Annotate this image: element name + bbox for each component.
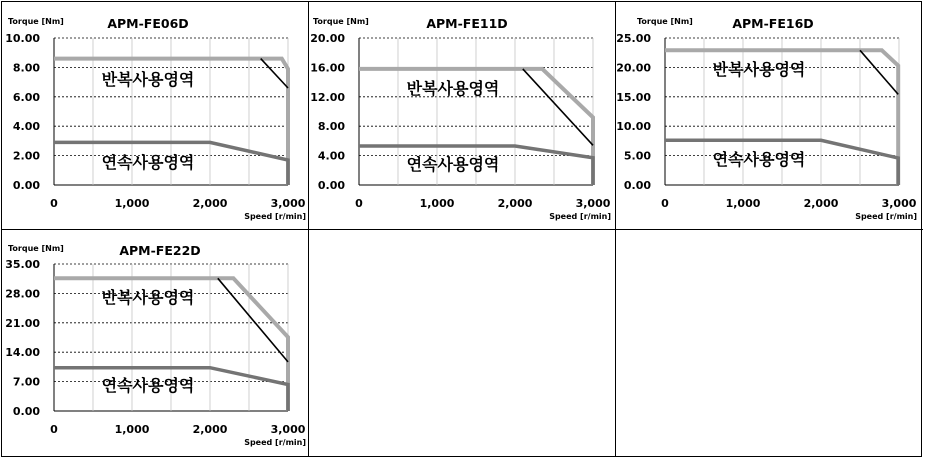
y-tick-label: 20.00 (616, 61, 651, 75)
x-tick-label: 0 (50, 423, 58, 436)
y-axis-label: Torque [Nm] (8, 244, 64, 253)
chart-title: APM-FE16D (732, 16, 814, 31)
y-tick-label: 10.00 (5, 32, 40, 45)
x-axis-label: Speed [r/min] (855, 212, 917, 221)
x-tick-label: 1,000 (114, 423, 150, 436)
chart-apm-fe06d (5, 16, 306, 221)
region-label-repeat: 반복사용영역 (101, 288, 195, 307)
region-label-repeat: 반복사용영역 (101, 70, 195, 89)
x-tick-label: 2,000 (192, 197, 228, 210)
y-tick-label: 0.00 (12, 405, 40, 418)
chart-title: APM-FE22D (119, 243, 201, 258)
y-tick-label: 15.00 (616, 90, 651, 104)
chart-apm-fe22d (5, 243, 306, 447)
x-tick-label: 2,000 (803, 197, 839, 210)
region-label-repeat: 반복사용영역 (712, 60, 806, 79)
y-tick-label: 8.00 (317, 120, 345, 134)
y-tick-label: 21.00 (5, 316, 40, 330)
series-repeat-limit (860, 50, 898, 94)
x-tick-label: 0 (355, 197, 363, 210)
y-tick-label: 12.00 (310, 90, 345, 104)
chart-title: APM-FE06D (107, 16, 189, 31)
x-tick-label: 2,000 (497, 197, 533, 210)
y-tick-label: 25.00 (616, 32, 651, 45)
y-tick-label: 0.00 (317, 179, 345, 192)
x-tick-label: 3,000 (270, 197, 306, 210)
y-tick-label: 5.00 (623, 149, 651, 163)
y-tick-label: 6.00 (12, 90, 40, 104)
x-tick-label: 1,000 (725, 197, 761, 210)
x-tick-label: 3,000 (270, 423, 306, 436)
region-label-continuous: 연속사용영역 (712, 150, 806, 169)
x-tick-label: 2,000 (192, 423, 228, 436)
y-tick-label: 14.00 (5, 346, 40, 360)
chart-title: APM-FE11D (426, 16, 508, 31)
x-tick-label: 0 (661, 197, 669, 210)
y-tick-label: 16.00 (310, 61, 345, 75)
region-label-repeat: 반복사용영역 (406, 79, 500, 98)
y-tick-label: 0.00 (12, 179, 40, 192)
x-tick-label: 0 (50, 197, 58, 210)
region-label-continuous: 연속사용영역 (101, 376, 195, 395)
region-label-continuous: 연속사용영역 (101, 153, 195, 172)
chart-apm-fe16d (616, 16, 917, 221)
x-axis-label: Speed [r/min] (549, 212, 611, 221)
x-tick-label: 3,000 (881, 197, 917, 210)
series-repeat-limit (218, 278, 288, 362)
x-tick-label: 3,000 (575, 197, 611, 210)
y-tick-label: 7.00 (12, 375, 40, 389)
y-tick-label: 8.00 (12, 61, 40, 75)
y-tick-label: 28.00 (5, 287, 40, 301)
x-axis-label: Speed [r/min] (244, 212, 306, 221)
y-tick-label: 20.00 (310, 32, 345, 45)
x-tick-label: 1,000 (114, 197, 150, 210)
chart-apm-fe11d (310, 16, 611, 221)
x-tick-label: 1,000 (419, 197, 455, 210)
y-tick-label: 4.00 (12, 120, 40, 134)
y-axis-label: Torque [Nm] (313, 17, 369, 26)
y-axis-label: Torque [Nm] (637, 17, 693, 26)
y-tick-label: 4.00 (317, 149, 345, 163)
region-label-continuous: 연속사용영역 (406, 155, 500, 174)
y-axis-label: Torque [Nm] (8, 17, 64, 26)
y-tick-label: 0.00 (623, 179, 651, 192)
y-tick-label: 10.00 (616, 120, 651, 134)
y-tick-label: 2.00 (12, 149, 40, 163)
y-tick-label: 35.00 (5, 258, 40, 271)
x-axis-label: Speed [r/min] (244, 438, 306, 447)
